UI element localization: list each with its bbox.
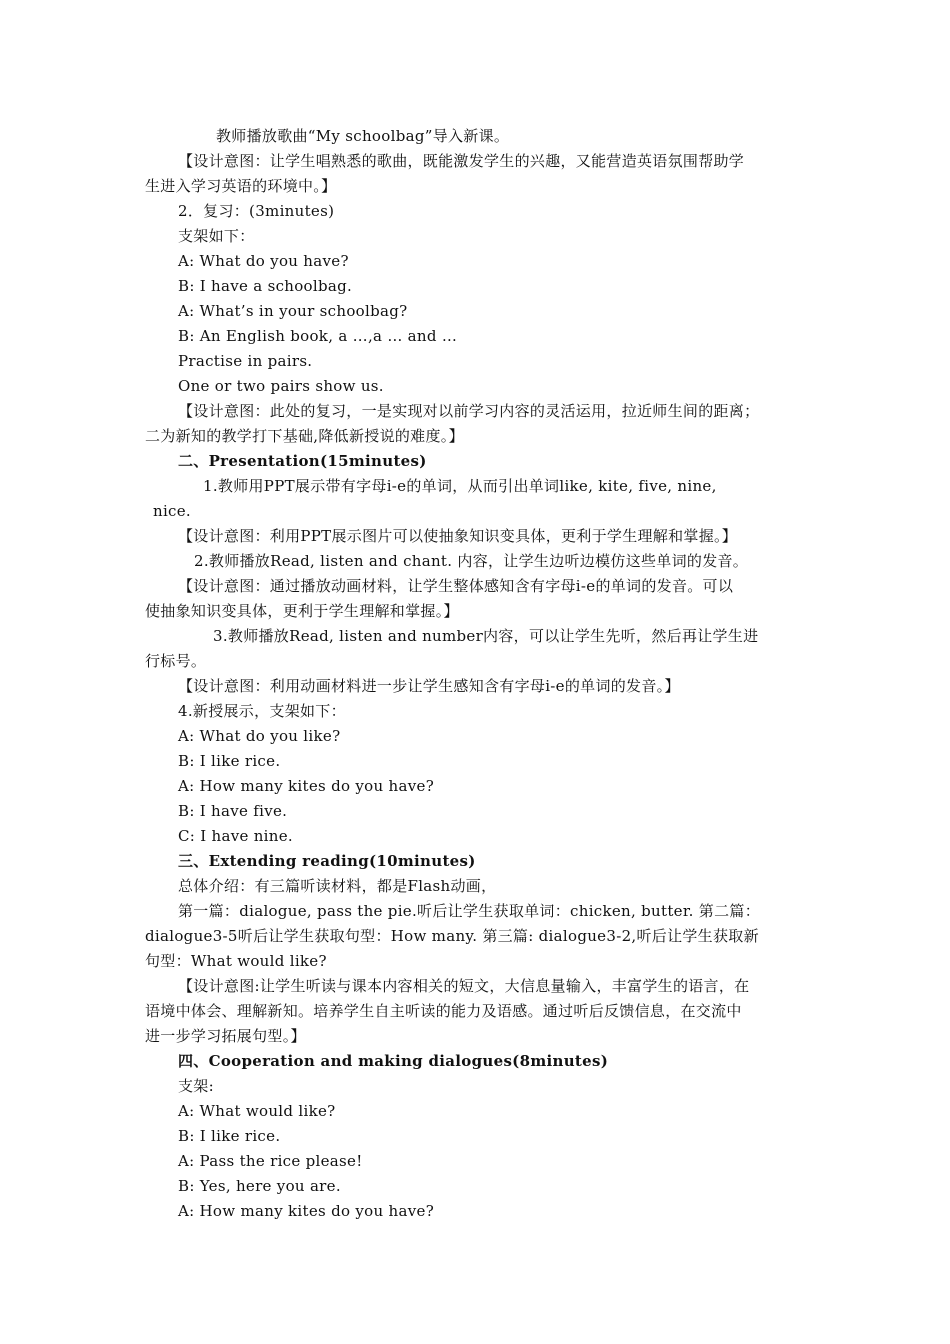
text-line: 教师播放歌曲“My schoolbag”导入新课。 bbox=[216, 127, 510, 145]
text-line: 【设计意图:让学生听读与课本内容相关的短文，大信息量输入，丰富学生的语言，在 bbox=[178, 977, 750, 995]
text-line: A: What do you have? bbox=[178, 252, 349, 270]
text-line: 二、Presentation(15minutes) bbox=[178, 452, 427, 470]
text-line: A: How many kites do you have? bbox=[178, 1202, 435, 1220]
text-line: 使抽象知识变具体，更利于学生理解和掌握。】 bbox=[145, 602, 459, 620]
text-line: 3.教师播放Read, listen and number内容，可以让学生先听，然后再让学生进 bbox=[213, 627, 759, 645]
text-line: A: Pass the rice please! bbox=[178, 1152, 363, 1170]
text-line: A: What’s in your schoolbag? bbox=[178, 302, 408, 320]
text-line: C: I have nine. bbox=[178, 827, 293, 845]
text-line: nice. bbox=[153, 502, 192, 520]
text-line: A: What do you like? bbox=[178, 727, 341, 745]
text-line: Practise in pairs. bbox=[178, 352, 313, 370]
text-line: A: What would like? bbox=[178, 1102, 336, 1120]
text-line: 三、Extending reading(10minutes) bbox=[178, 852, 476, 870]
text-line: One or two pairs show us. bbox=[178, 377, 384, 395]
document-body bbox=[145, 124, 805, 1224]
text-line: B: I like rice. bbox=[178, 1127, 281, 1145]
text-line: 【设计意图：利用PPT展示图片可以使抽象知识变具体，更利于学生理解和掌握。】 bbox=[178, 527, 738, 545]
text-line: 【设计意图：利用动画材料进一步让学生感知含有字母i-e的单词的发音。】 bbox=[178, 677, 680, 695]
text-line: B: Yes, here you are. bbox=[178, 1177, 341, 1195]
text-line: 2．复习：(3minutes) bbox=[178, 202, 335, 220]
text-line: 语境中体会、理解新知。培养学生自主听读的能力及语感。通过听后反馈信息，在交流中 bbox=[145, 1002, 742, 1020]
text-line: B: An English book, a …,a … and … bbox=[178, 327, 458, 345]
text-line: A: How many kites do you have? bbox=[178, 777, 435, 795]
text-line: 1.教师用PPT展示带有字母i-e的单词，从而引出单词like, kite, five, nine, bbox=[203, 477, 717, 495]
text-line: 句型：What would like? bbox=[145, 952, 327, 970]
text-line: B: I like rice. bbox=[178, 752, 281, 770]
text-line: 第一篇：dialogue, pass the pie.听后让学生获取单词：chicken, butter. 第二篇： bbox=[178, 902, 761, 920]
text-line: 四、Cooperation and making dialogues(8minutes) bbox=[178, 1052, 609, 1070]
text-line: 总体介绍：有三篇听读材料，都是Flash动画， bbox=[178, 877, 497, 895]
text-line: dialogue3-5听后让学生获取句型：How many. 第三篇: dialogue3-2,听后让学生获取新 bbox=[145, 927, 759, 945]
text-line: B: I have a schoolbag. bbox=[178, 277, 353, 295]
text-line: 【设计意图：此处的复习，一是实现对以前学习内容的灵活运用，拉近师生间的距离； bbox=[178, 402, 760, 420]
text-line: 进一步学习拓展句型。】 bbox=[145, 1027, 306, 1045]
text-line: 行标号。 bbox=[145, 652, 207, 670]
text-line: 支架: bbox=[178, 1077, 214, 1095]
text-line: 4.新授展示，支架如下： bbox=[178, 702, 346, 720]
text-line: 【设计意图：通过播放动画材料，让学生整体感知含有字母i-e的单词的发音。可以 bbox=[178, 577, 734, 595]
text-line: 2.教师播放Read, listen and chant. 内容，让学生边听边模仿这些单词的发音。 bbox=[194, 552, 749, 570]
text-line: 生进入学习英语的环境中。】 bbox=[145, 177, 337, 195]
text-line: 支架如下： bbox=[178, 227, 255, 245]
text-line: B: I have five. bbox=[178, 802, 288, 820]
text-line: 二为新知的教学打下基础,降低新授说的难度。】 bbox=[145, 427, 464, 445]
text-line: 【设计意图：让学生唱熟悉的歌曲，既能激发学生的兴趣，又能营造英语氛围帮助学 bbox=[178, 152, 745, 170]
